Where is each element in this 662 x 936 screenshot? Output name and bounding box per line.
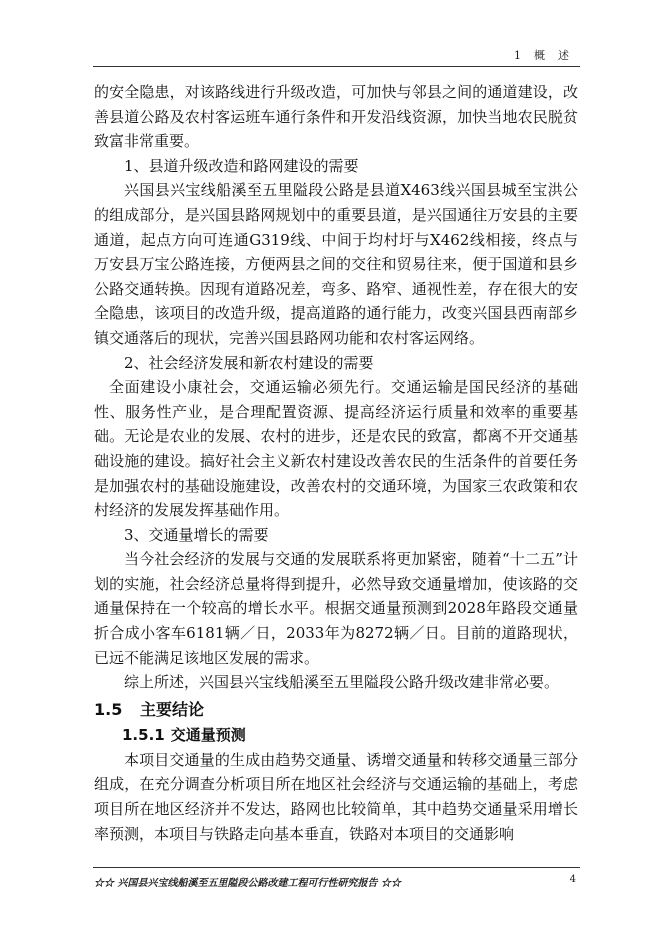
subsection-number: 1.5.1	[122, 725, 165, 744]
running-header: 1 概 述	[514, 49, 570, 62]
footer-title: ☆☆ 兴国县兴宝线船溪至五里隘段公路改建工程可行性研究报告 ☆☆	[94, 878, 401, 889]
item-heading-3: 3、交通量增长的需要	[124, 525, 269, 544]
item-heading-1: 1、县道升级改造和路网建设的需要	[124, 156, 359, 175]
paragraph-economy: 全面建设小康社会，交通运输必须先行。交通运输是国民经济的基础性、服务性产业，是合理配置资源、提高经济运行质量和效率的重要基础。无论是农业的发展、农村的进步，还是农民的致富，都离不开交通基础设施的建设。搞好社会主义新农村建设改善农民的生活条件的首要任务是加强农村的基础设施建设，改善农村的交通环境，为国家三农政策和农村经济的发展发挥基础作用。	[94, 378, 578, 520]
section-number: 1.5	[94, 699, 123, 719]
header-divider	[93, 66, 580, 67]
paragraph-traffic-forecast: 本项目交通量的生成由趋势交通量、诱增交通量和转移交通量三部分组成，在充分调查分析项目所在地区社会经济与交通运输的基础上，考虑项目所在地区经济并不发达，路网也比较简单，其中趋势交通量采用增长率预测，本项目与铁路走向基本垂直，铁路对本项目的交通影响	[94, 750, 578, 843]
subsection-title: 交通量预测	[170, 725, 246, 744]
item-heading-2: 2、社会经济发展和新农村建设的需要	[124, 353, 374, 372]
paragraph-road-network: 兴国县兴宝线船溪至五里隘段公路是县道X463线兴国县城至宝洪公的组成部分，是兴国县路网规划中的重要县道，是兴国通往万安县的主要通道，起点方向可连通G319线、中间于均村圩与X462线相接，终点与万安县万宝公路连接，方便两县之间的交往和贸易往来，便于国道和县乡公路交通转换。因现有道路况差，弯多、路窄、通视性差，存在很大的安全隐患，该项目的改造升级，提高道路的通行能力，改变兴国县西南部乡镇交通落后的现状，完善兴国县路网功能和农村客运网络。	[94, 181, 578, 347]
footer-divider	[93, 867, 580, 868]
page-body	[94, 80, 578, 846]
section-heading	[94, 697, 578, 723]
page-number: 4	[569, 874, 576, 885]
paragraph-safety: 的安全隐患，对该路线进行升级改造，可加快与邻县之间的通道建设，改善县道公路及农村客运班车通行条件和开发沿线资源，加快当地农民脱贫致富非常重要。	[94, 83, 578, 151]
section-title: 主要结论	[140, 699, 205, 719]
paragraph-traffic-growth: 当今社会经济的发展与交通的发展联系将更加紧密，随着“十二五”计划的实施，社会经济总量将得到提升，必然导致交通量增加，使该路的交通量保持在一个较高的增长水平。根据交通量预测到2028年路段交通量折合成小客车6181辆／日，2033年为8272辆／日。目前的道路现状，已远不能满足该地区发展的需求。	[94, 550, 578, 667]
subsection-heading	[94, 723, 578, 748]
paragraph-summary: 综上所述，兴国县兴宝线船溪至五里隘段公路升级改建非常必要。	[124, 673, 560, 692]
